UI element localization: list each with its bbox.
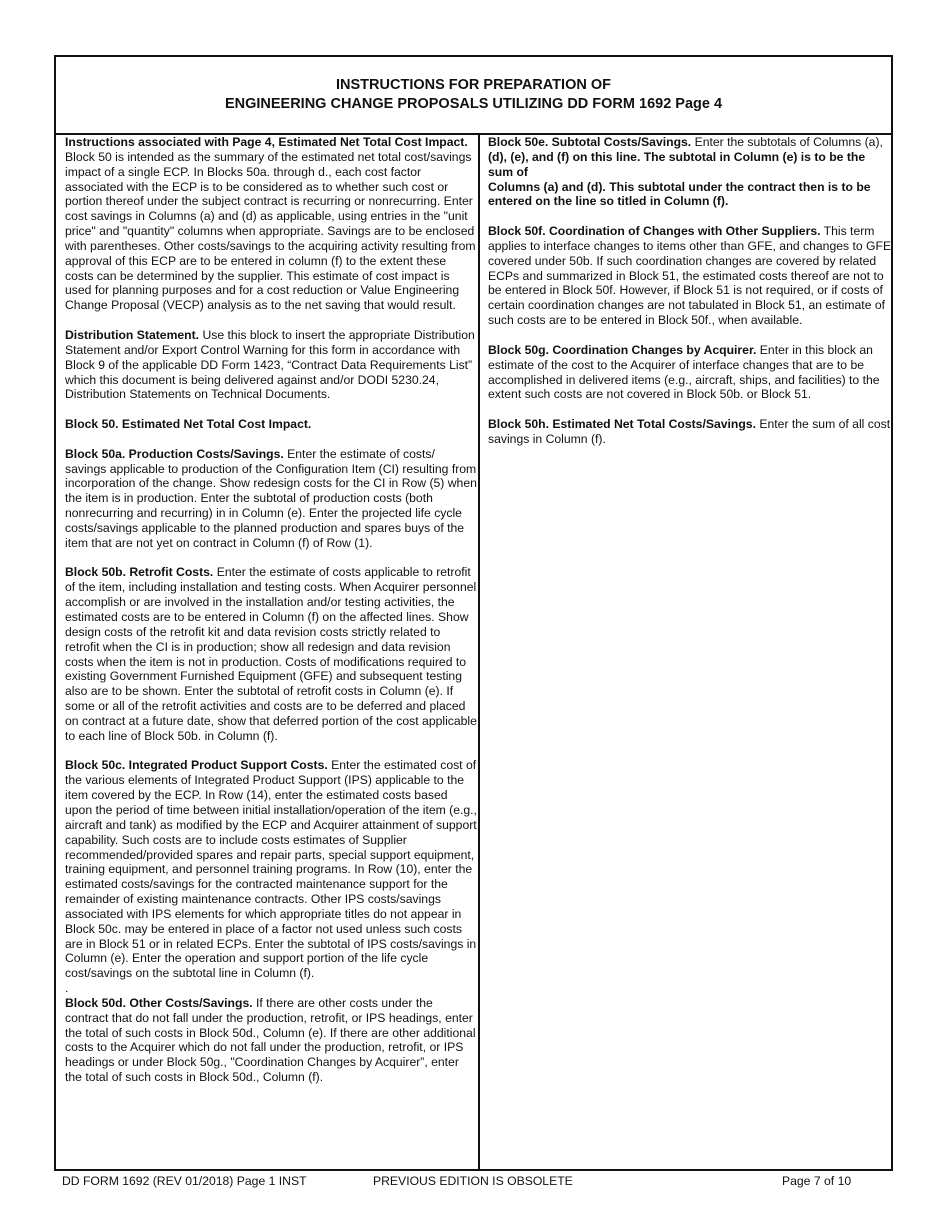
right-column <box>488 135 893 462</box>
distribution-text: Use this block to insert the appropriate Distribution Statement and/or Export Control Warning for this form in accordance with Block 9 of the applicable DD Form 1423, “Contract Data Requirements List” which this document is being delivered against and/or DODI 5230.24, Distribution Statements on Technical Documents. <box>65 327 475 402</box>
block-50b-text: Enter the estimate of costs applicable to retrofit of the item, including installation and testing costs. When Acquirer personnel accomplish or are involved in the installation and/or testing activities, the estimated costs are to be entered in Column (f) on the affected lines. Show design costs of the retrofit kit and data revision costs strictly related to retrofit when the CI is in production; show all redesign and data revision costs when the item is not in production. Costs of modifications required to existing Government Furnished Equipment (GFE) and subsequent testing also are to be shown. Enter the subtotal of retrofit costs in Column (e). If some or all of the retrofit activities and costs are to be deferred and placed on contract at a future date, show that deferred portion of the cost applicable to each line of Block 50b. in Column (f). <box>65 565 477 743</box>
footer-form-id: DD FORM 1692 (REV 01/2018) Page 1 INST <box>62 1174 307 1188</box>
block-50h-text: Enter the sum of all cost savings in Column (f). <box>488 417 891 446</box>
block-50g-paragraph <box>488 343 893 402</box>
intro-paragraph <box>65 135 477 313</box>
block-50-heading: Block 50. Estimated Net Total Cost Impact. <box>65 417 312 432</box>
block-50e-bold-line-1: (d), (e), and (f) on this line. The subtotal in Column (e) is to be the sum of <box>488 149 866 179</box>
block-50g-text: Enter in this block an estimate of the cost to the Acquirer of interface changes that are to be accomplished in delivered items (e.g., aircraft, ships, and facilities) to the extent such costs are not covered in Block 50b. or Block 51. <box>488 342 880 402</box>
footer-edition-notice: PREVIOUS EDITION IS OBSOLETE <box>373 1174 573 1188</box>
block-50c-paragraph <box>65 758 477 981</box>
footer-page-number: Page 7 of 10 <box>782 1174 852 1188</box>
separator-dot: . <box>65 981 69 996</box>
left-column <box>65 135 477 1100</box>
form-header <box>56 57 891 135</box>
block-50e-bold-line-2: Columns (a) and (d). This subtotal under the contract then is to be entered on the line so titled in Column (f). <box>488 179 871 209</box>
header-title-line-2: ENGINEERING CHANGE PROPOSALS UTILIZING DD FORM 1692 Page 4 <box>224 96 723 112</box>
block-50f-paragraph <box>488 224 893 328</box>
block-50e-paragraph <box>488 135 893 209</box>
block-50d-heading: Block 50d. Other Costs/Savings. <box>65 995 253 1010</box>
block-50-paragraph <box>65 417 477 432</box>
intro-text: Block 50 is intended as the summary of the estimated net total cost/savings impact of a single ECP. In Blocks 50a. through d., each cost factor associated with the ECP is to be considered as to whether such cost or portion thereof under the subject contract is recurring or nonrecurring. Enter cost savings in Columns (a) and (d) as applicable, using entries in the "unit price" and "quantity" columns when appropriate. Savings are to be enclosed with parentheses. Other costs/savings to the acquiring activity resulting from approval of this ECP are to be entered in column (f) to the extent these costs can be determined by the supplier. This estimate of cost impact is used for planning purposes and for a cost reduction or Value Engineering Change Proposal (VECP) analysis as to the net saving that would result. <box>65 149 476 313</box>
block-50d-paragraph <box>65 996 477 1085</box>
block-50e-text: Enter the subtotals of Columns (a), <box>691 135 883 149</box>
distribution-paragraph <box>65 328 477 402</box>
block-50d-text: If there are other costs under the contract that do not fall under the production, retrofit, or IPS headings, enter the total of such costs in Block 50d., Column (e). If there are other additional costs to the Acquirer which do not fall under the production, retrofit, or IPS headings or under Block 50g., "Coordination Changes by Acquirer”, enter the total of such costs in Block 50d., Column (f). <box>65 995 476 1085</box>
form-frame <box>54 55 893 1171</box>
block-50c-text: Enter the estimated cost of the various elements of Integrated Product Support (IPS) applicable to the item covered by the ECP. In Row (14), enter the estimated costs based upon the period of time between initial installation/operation of the item (e.g., aircraft and tank) as modified by the ECP and Acquirer attainment of support capability. Such costs are to include costs estimates of Supplier recommended/provided spares and repair parts, special support equipment, training equipment, and personnel training programs. In Row (10), enter the estimated costs/savings for the contracted maintenance support for the remainder of existing maintenance contracts. Other IPS costs/savings associated with IPS elements for which appropriate titles do not appear in Block 50c. may be entered in place of a factor not used unless such costs are in Block 51 or in related ECPs. Enter the subtotal of IPS costs/savings in Column (e). Enter the operation and support portion of the life cycle cost/savings on the subtotal line in Column (f). <box>65 758 477 981</box>
block-50h-paragraph <box>488 417 893 447</box>
block-50c-heading: Block 50c. Integrated Product Support Costs. <box>65 758 328 773</box>
block-50f-text: This term applies to interface changes to items other than GFE, and changes to GFE covered under 50b. If such coordination changes are covered by related ECPs and summarized in Block 51, the estimated costs thereof are not to be entered in Block 50f. However, if Block 51 is not required, or if costs of certain coordination changes are not tabulated in Block 51, an estimate of such costs are to be entered in Block 50f., when available. <box>488 224 892 328</box>
block-50b-heading: Block 50b. Retrofit Costs. <box>65 565 214 580</box>
block-50h-heading: Block 50h. Estimated Net Total Costs/Savings. <box>488 417 756 432</box>
block-50a-paragraph <box>65 447 477 551</box>
header-title-line-1: INSTRUCTIONS FOR PREPARATION OF <box>336 77 611 93</box>
intro-heading: Instructions associated with Page 4, Estimated Net Total Cost Impact. <box>65 135 468 149</box>
block-50b-paragraph <box>65 565 477 743</box>
block-50e-heading: Block 50e. Subtotal Costs/Savings. <box>488 135 692 149</box>
block-50a-text: Enter the estimate of costs/ savings applicable to production of the Configuration Item (CI) resulting from incorporation of the change. Show redesign costs for the CI in Row (5) when the item is in production. Enter the subtotal of production costs (both nonrecurring and recurring) in in Column (e). Enter the projected life cycle costs/savings applicable to the planned production and spares buys of the item that are not yet on contract in Column (f) of Row (1). <box>65 446 477 550</box>
column-divider <box>478 133 480 1169</box>
distribution-heading: Distribution Statement. <box>65 327 200 342</box>
block-50f-heading: Block 50f. Coordination of Changes with Other Suppliers. <box>488 224 821 239</box>
block-50g-heading: Block 50g. Coordination Changes by Acquirer. <box>488 342 757 357</box>
block-50a-heading: Block 50a. Production Costs/Savings. <box>65 446 284 461</box>
